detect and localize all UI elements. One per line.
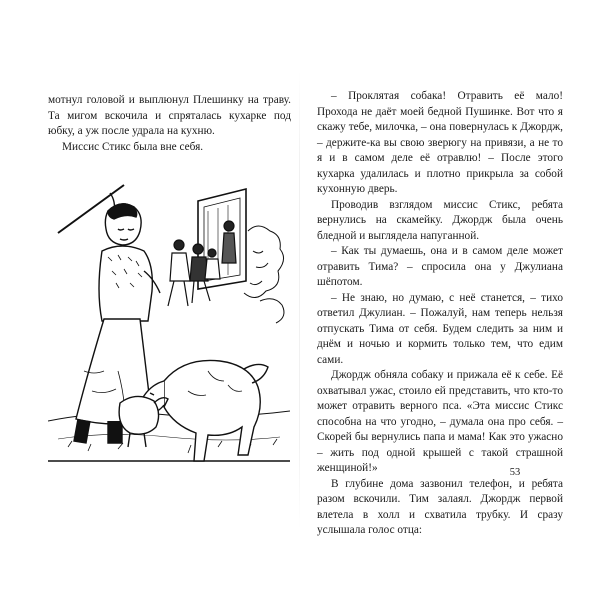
left-page-text [48,93,291,155]
paragraph: Джордж обняла собаку и прижала её к себе. Её охватывал ужас, стоило ей представить, что кто-то может отравить верного пса. «Эта миссис Стикс способна на что угодно, – думала она про себя. – Скорей бы вернулись папа и мама! Как это ужасно – жить под одной крышей с такой страшной женщиной!» [317,369,563,474]
book-illustration [48,171,290,471]
paragraph: Миссис Стикс была вне себя. [62,140,204,153]
page-number: 53 [509,467,521,478]
paragraph: – Проклятая собака! Отравить её мало! Прохода не даёт моей бедной Пушинке. Вот что я скажу тебе, милочка, – она повернулась к Джордж, – держите-ка вы свою зверюгу на привязи, а не то я и в самом деле её отравлю! – После этого кухарка удалилась и плотно прикрыла за собой кухонную дверь. [317,90,563,195]
paragraph: – Не знаю, но думаю, с неё станется, – тихо ответил Джулиан. – Пожалуй, нам теперь нельзя отпускать Тима от себя. Будем следить за ним и днём и ночью и кормить только тем, что едим сами. [317,291,563,366]
right-page [300,0,600,600]
paragraph: В глубине дома зазвонил телефон, и ребята разом вскочили. Тим залаял. Джордж первой влетела в холл и схватила трубку. И сразу услышала голос отца: [317,477,563,536]
paragraph: Проводив взглядом миссис Стикс, ребята вернулись на скамейку. Джордж была очень бледной и выглядела напуганной. [317,198,563,242]
bushes [244,226,284,323]
paragraph: – Как ты думаешь, она и в самом деле может отравить Тима? – спросила она у Джулиана шёпотом. [317,245,563,288]
dog-figure [141,360,268,461]
paragraph: мотнул головой и выплюнул Плешинку на траву. Та мигом вскочила и спряталась кухарке под юбку, а уж после удрала на кухню. [48,94,291,137]
background-figures [168,221,236,306]
